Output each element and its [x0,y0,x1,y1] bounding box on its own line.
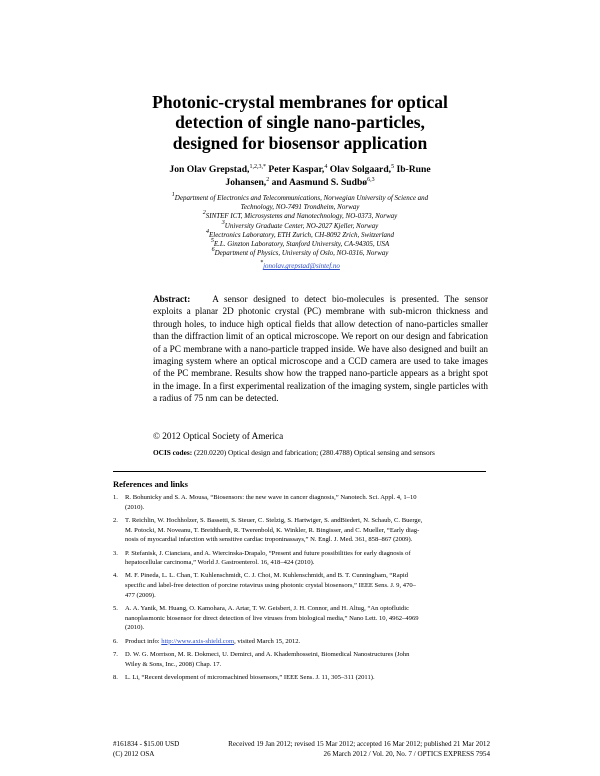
affiliation-text: Technology, NO-7491 Trondheim, Norway [240,203,360,212]
reference-line: 477 (2009). [125,591,156,599]
reference-line: M. Potocki, M. Noveanu, T. Breidthardt, R. Twerenbold, K. Winkler, R. Bingisser, and C. Mueller, “Early diag- [125,526,420,534]
reference-line: A. A. Yanik, M. Huang, O. Kamohara, A. Artar, T. W. Geisbert, J. H. Connor, and H. Altug, “An optofluidic [125,605,410,613]
copyright-notice: © 2012 Optical Society of America [153,431,284,441]
affiliation-text: E.L. Ginzton Laboratory, Stanford University, CA-94305, USA [213,240,390,249]
reference-text: , visited March 15, 2012. [234,637,301,645]
author-affiliation-mark: 1,2,3,* [249,164,266,170]
email-mark: * [260,260,264,267]
page-footer [113,740,490,759]
ocis-label: OCIS codes: [153,448,193,457]
reference-number: 5. [113,605,118,613]
affiliation-text: SINTEF ICT, Microsystems and Nanotechnology, NO-0373, Norway [205,212,398,221]
email-link[interactable]: jonolav.grepstad@sintef.no [263,262,340,271]
author-name: Ib-Rune [396,164,431,175]
reference-line [125,637,493,647]
reference-item [113,493,493,512]
reference-line: M. F. Pineda, L. L. Chan, T. Kuhlenschmidt, C. J. Choi, M. Kuhlenschmidt, and B. T. Cunningham, “Rapid [125,572,409,580]
footer-row [113,750,490,760]
reference-list [113,493,493,686]
author-name: Peter Kaspar, [268,164,325,175]
reference-line: specific and label-free detection of porcine rotavirus using photonic crystal biosensors,” IEEE Sens. J. 9, 470– [125,582,416,590]
author-affiliation-mark: 5 [391,164,395,170]
affiliation-mark: 3 [221,219,225,226]
reference-item [113,604,493,633]
reference-number: 6. [113,637,118,645]
footer-copyright: (C) 2012 OSA [113,749,155,758]
affiliation-mark: 6 [211,247,215,254]
affiliation-mark: 4 [205,228,209,235]
author-conjunction: and [271,177,288,188]
affiliation-text: Department of Physics, University of Oslo, NO-0316, Norway [214,249,389,258]
affiliation-text: Electronics Laboratory, ETH Zurich, CH-8092 Zrich, Switzerland [208,230,395,239]
reference-line: T. Reichlin, W. Hochholzer, S. Bassetti, S. Steuer, C. Stelzig, S. Hartwiger, S. andBiedert, N. Schaub, C. Buerge, [125,516,423,524]
affiliation [110,249,490,258]
reference-number: 8. [113,673,118,681]
affiliation-mark: 1 [171,192,175,198]
reference-text: Product info: [125,637,162,645]
reference-number: 3. [113,549,118,557]
footer-dates: Received 19 Jan 2012; revised 15 Mar 2012; accepted 16 Mar 2012; published 21 Mar 2012 [228,740,490,748]
footer-citation: 26 March 2012 / Vol. 20, No. 7 / OPTICS EXPRESS 7954 [323,749,490,758]
affiliation-text: University Graduate Center, NO-2027 Kjeller, Norway [224,221,379,230]
author-list [130,163,470,189]
title-line: detection of single nano-particles, [175,112,425,133]
reference-line: R. Bohunicky and S. A. Mousa, “Biosensors: the new wave in cancer diagnosis,” Nanotech. Sci. Appl. 4, 1–10 [125,494,417,501]
reference-item [113,650,493,669]
author-affiliation-mark: 2 [266,177,270,183]
reference-line: nosis of myocardial infarction with sensitive cardiac troponinassays,” N. Engl. J. Med. 361, 858–867 (2009). [125,536,413,544]
reference-number: 4. [113,572,118,580]
reference-item [113,637,493,647]
reference-line: (2010). [125,624,145,632]
reference-item [113,516,493,545]
footer-row [113,740,490,750]
affiliation [110,228,490,240]
abstract-text: A sensor designed to detect bio-molecules is presented. The sensor exploits a planar 2D photonic crystal (PC) membrane with sub-micron thickness and through holes, to induce high optical fields that allow detection of nano-particles smaller than the diffraction limit of an optical microscope. We report on our design and fabrication of a PC membrane with a nano-particle trapped inside. We have also designed and built an imaging system where an optical microscope and a CCD camera are used to take images of the PC membrane. Results show how the trapped nano-particle appears as a bright spot in the image. In a first experimental realization of the imaging system, single particles with a radius of 75 nm can be detected. [153,294,488,404]
reference-line: (2010). [125,503,145,511]
author-affiliation-mark: 4 [324,164,328,170]
author-name: Aasmund S. Sudbø [288,177,368,188]
author-name: Jon Olav Grepstad, [169,164,250,175]
affiliation [110,212,490,221]
author-line [130,176,470,189]
affiliation [110,240,490,249]
reference-line: hepatocellular carcinoma,” World J. Gastroenterol. 16, 418–424 (2010). [125,559,315,567]
reference-item [113,673,493,683]
author-affiliation-mark: 6,3 [367,177,375,183]
reference-item [113,571,493,600]
reference-line: L. Li, “Recent development of micromachined biosensors,” IEEE Sens. J. 11, 305–311 (2011). [125,673,375,681]
title-line: designed for biosensor application [172,132,428,153]
ocis-codes [153,448,488,458]
reference-number: 2. [113,516,118,524]
affiliation-mark: 5 [210,238,214,245]
affiliation-list [110,194,490,272]
author-name: Olav Solgaard, [329,164,392,175]
product-info-link[interactable]: http://www.axis-shield.com [161,637,235,645]
corresponding-email [110,262,490,271]
paper-title [120,92,480,154]
author-line [130,163,470,176]
author-name: Johansen, [225,177,267,188]
reference-line: P. Stefanisk, J. Cianciara, and A. Wiercinska-Drapalo, “Present and future possibilities for early diagnosis of [125,549,411,557]
footer-price: #161834 - $15.00 USD [113,740,180,748]
reference-line: nanoplasmonic biosensor for direct detection of live viruses from biological media,” Nano Lett. 10, 4962–4969 [125,614,419,622]
reference-number: 7. [113,650,118,658]
reference-item [113,549,493,568]
title-line: Photonic-crystal membranes for optical [152,91,448,112]
abstract-label: Abstract: [153,294,191,304]
reference-number: 1. [113,494,118,501]
reference-line: Wiley & Sons, Inc., 2008) Chap. 17. [125,660,222,668]
abstract [153,293,488,405]
affiliation-mark: 2 [202,210,206,217]
affiliation-text: Department of Electronics and Telecommunications, Norwegian University of Science and [174,194,429,202]
references-heading: References and links [113,479,188,489]
affiliation [110,219,490,231]
affiliation [110,194,490,203]
reference-line: D. W. G. Morrison, M. R. Dokmeci, U. Demirci, and A. Khademhosseini, Biomedical Nanostructures (John [125,650,410,658]
ocis-text: (220.0220) Optical design and fabrication; (280.4788) Optical sensing and sensors [193,448,435,457]
section-divider [113,471,486,472]
